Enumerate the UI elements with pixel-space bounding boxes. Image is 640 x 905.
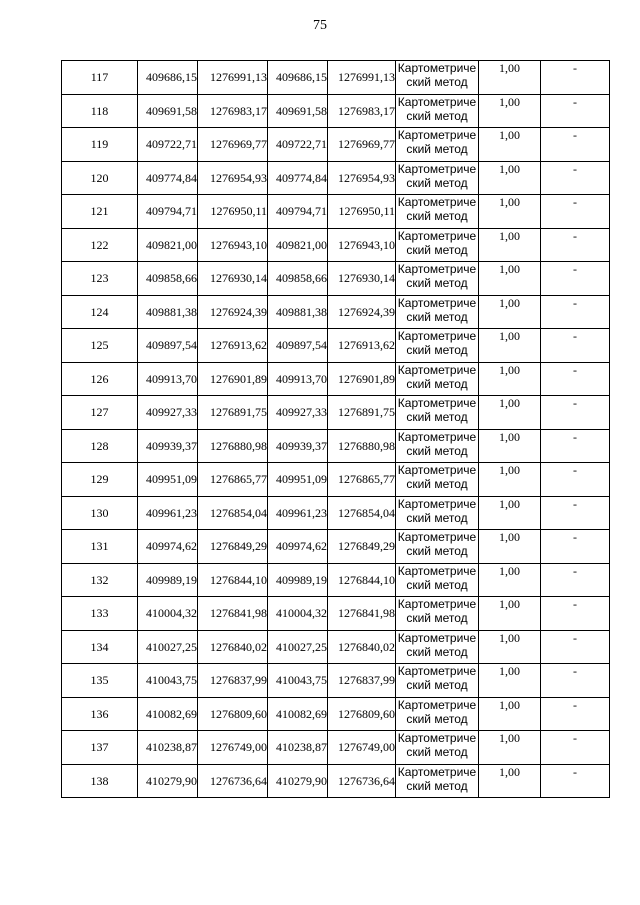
method-line-2: ский метод [406, 644, 468, 659]
method-line-1: Картометриче [397, 530, 477, 544]
x-new-cell: 410082,69 [268, 697, 328, 731]
note-cell: - [541, 429, 610, 463]
note-cell: - [541, 94, 610, 128]
method-line-2: ский метод [406, 242, 468, 257]
y-new-cell: 1276924,39 [328, 295, 396, 329]
point-number-cell: 129 [62, 463, 138, 497]
y-existing-cell: 1276924,39 [198, 295, 268, 329]
x-existing-cell: 409722,71 [138, 128, 198, 162]
x-existing-cell: 409691,58 [138, 94, 198, 128]
method-line-2: ский метод [406, 175, 468, 190]
accuracy-cell: 1,00 [479, 195, 541, 229]
method-line-1: Картометриче [397, 429, 477, 444]
accuracy-cell: 1,00 [479, 329, 541, 363]
x-existing-cell: 409961,23 [138, 496, 198, 530]
method-line-1: Картометриче [397, 161, 477, 176]
x-existing-cell: 409897,54 [138, 329, 198, 363]
y-existing-cell: 1276950,11 [198, 195, 268, 229]
accuracy-cell: 1,00 [479, 764, 541, 798]
method-line-2: ский метод [406, 711, 468, 726]
x-new-cell: 409989,19 [268, 563, 328, 597]
y-existing-cell: 1276736,64 [198, 764, 268, 798]
method-line-1: Картометриче [397, 128, 477, 142]
table-row [62, 94, 610, 128]
x-new-cell: 409722,71 [268, 128, 328, 162]
accuracy-cell: 1,00 [479, 731, 541, 765]
x-existing-cell: 410043,75 [138, 664, 198, 698]
accuracy-cell: 1,00 [479, 563, 541, 597]
note-cell: - [541, 463, 610, 497]
method-line-1: Картометриче [397, 563, 477, 578]
table-row [62, 128, 610, 162]
x-existing-cell: 409686,15 [138, 61, 198, 95]
y-existing-cell: 1276913,62 [198, 329, 268, 363]
accuracy-cell: 1,00 [479, 94, 541, 128]
method-cell [396, 329, 479, 363]
x-existing-cell: 409913,70 [138, 362, 198, 396]
method-cell [396, 396, 479, 430]
point-number-cell: 124 [62, 295, 138, 329]
y-existing-cell: 1276943,10 [198, 228, 268, 262]
y-existing-cell: 1276854,04 [198, 496, 268, 530]
method-line-2: ский метод [406, 510, 468, 525]
method-line-1: Картометриче [397, 362, 477, 377]
accuracy-cell: 1,00 [479, 463, 541, 497]
method-line-1: Картометриче [397, 597, 477, 611]
point-number-cell: 128 [62, 429, 138, 463]
method-line-1: Картометриче [397, 195, 477, 209]
method-line-2: ский метод [406, 778, 468, 793]
accuracy-cell: 1,00 [479, 128, 541, 162]
table-row [62, 61, 610, 95]
y-existing-cell: 1276969,77 [198, 128, 268, 162]
method-line-2: ский метод [406, 577, 468, 592]
note-cell: - [541, 128, 610, 162]
table-row [62, 563, 610, 597]
y-new-cell: 1276854,04 [328, 496, 396, 530]
x-new-cell: 409774,84 [268, 161, 328, 195]
x-new-cell: 409951,09 [268, 463, 328, 497]
y-new-cell: 1276891,75 [328, 396, 396, 430]
point-number-cell: 122 [62, 228, 138, 262]
x-new-cell: 409927,33 [268, 396, 328, 430]
table-row [62, 161, 610, 195]
method-cell [396, 295, 479, 329]
table-row [62, 530, 610, 564]
table-row [62, 195, 610, 229]
accuracy-cell: 1,00 [479, 664, 541, 698]
method-cell [396, 496, 479, 530]
x-existing-cell: 410279,90 [138, 764, 198, 798]
y-new-cell: 1276913,62 [328, 329, 396, 363]
method-line-2: ский метод [406, 108, 468, 123]
method-line-2: ский метод [406, 477, 468, 491]
y-new-cell: 1276837,99 [328, 664, 396, 698]
x-new-cell: 409686,15 [268, 61, 328, 95]
accuracy-cell: 1,00 [479, 429, 541, 463]
accuracy-cell: 1,00 [479, 697, 541, 731]
y-existing-cell: 1276841,98 [198, 597, 268, 631]
table-row [62, 295, 610, 329]
note-cell: - [541, 731, 610, 765]
note-cell: - [541, 764, 610, 798]
x-new-cell: 409897,54 [268, 329, 328, 363]
y-new-cell: 1276943,10 [328, 228, 396, 262]
x-new-cell: 410279,90 [268, 764, 328, 798]
x-new-cell: 409961,23 [268, 496, 328, 530]
accuracy-cell: 1,00 [479, 630, 541, 664]
accuracy-cell: 1,00 [479, 295, 541, 329]
coordinates-table [61, 60, 610, 798]
y-new-cell: 1276969,77 [328, 128, 396, 162]
y-existing-cell: 1276901,89 [198, 362, 268, 396]
method-cell [396, 228, 479, 262]
method-line-2: ский метод [406, 209, 468, 223]
point-number-cell: 131 [62, 530, 138, 564]
x-new-cell: 410043,75 [268, 664, 328, 698]
table-row [62, 697, 610, 731]
x-new-cell: 409691,58 [268, 94, 328, 128]
y-existing-cell: 1276865,77 [198, 463, 268, 497]
y-existing-cell: 1276880,98 [198, 429, 268, 463]
method-line-1: Картометриче [397, 295, 477, 310]
method-cell [396, 463, 479, 497]
method-cell [396, 630, 479, 664]
x-existing-cell: 410238,87 [138, 731, 198, 765]
x-new-cell: 410027,25 [268, 630, 328, 664]
method-cell [396, 697, 479, 731]
y-new-cell: 1276930,14 [328, 262, 396, 296]
y-new-cell: 1276991,13 [328, 61, 396, 95]
point-number-cell: 132 [62, 563, 138, 597]
x-new-cell: 409939,37 [268, 429, 328, 463]
method-line-2: ский метод [406, 309, 468, 324]
method-cell [396, 429, 479, 463]
table-row [62, 329, 610, 363]
accuracy-cell: 1,00 [479, 161, 541, 195]
y-existing-cell: 1276891,75 [198, 396, 268, 430]
note-cell: - [541, 195, 610, 229]
y-new-cell: 1276749,00 [328, 731, 396, 765]
y-new-cell: 1276901,89 [328, 362, 396, 396]
y-new-cell: 1276983,17 [328, 94, 396, 128]
x-existing-cell: 409951,09 [138, 463, 198, 497]
x-new-cell: 409858,66 [268, 262, 328, 296]
y-existing-cell: 1276991,13 [198, 61, 268, 95]
point-number-cell: 137 [62, 731, 138, 765]
y-existing-cell: 1276749,00 [198, 731, 268, 765]
table-row [62, 731, 610, 765]
y-new-cell: 1276840,02 [328, 630, 396, 664]
x-existing-cell: 410004,32 [138, 597, 198, 631]
method-cell [396, 731, 479, 765]
table-row [62, 396, 610, 430]
method-line-2: ский метод [406, 544, 468, 558]
method-line-1: Картометриче [397, 731, 477, 745]
method-line-1: Картометриче [397, 228, 477, 243]
point-number-cell: 118 [62, 94, 138, 128]
y-new-cell: 1276809,60 [328, 697, 396, 731]
point-number-cell: 121 [62, 195, 138, 229]
x-existing-cell: 409927,33 [138, 396, 198, 430]
method-cell [396, 195, 479, 229]
method-cell [396, 597, 479, 631]
accuracy-cell: 1,00 [479, 61, 541, 95]
method-line-2: ский метод [406, 410, 468, 424]
method-line-1: Картометриче [397, 764, 477, 779]
accuracy-cell: 1,00 [479, 228, 541, 262]
method-cell [396, 262, 479, 296]
accuracy-cell: 1,00 [479, 396, 541, 430]
y-new-cell: 1276841,98 [328, 597, 396, 631]
x-new-cell: 409821,00 [268, 228, 328, 262]
method-line-1: Картометриче [397, 463, 477, 477]
table-row [62, 664, 610, 698]
point-number-cell: 127 [62, 396, 138, 430]
method-line-2: ский метод [406, 75, 468, 89]
method-cell [396, 61, 479, 95]
method-line-2: ский метод [406, 343, 468, 357]
method-line-1: Картометриче [397, 61, 477, 75]
table-row [62, 496, 610, 530]
x-existing-cell: 409821,00 [138, 228, 198, 262]
accuracy-cell: 1,00 [479, 496, 541, 530]
point-number-cell: 119 [62, 128, 138, 162]
y-existing-cell: 1276930,14 [198, 262, 268, 296]
method-line-1: Картометриче [397, 664, 477, 678]
point-number-cell: 133 [62, 597, 138, 631]
point-number-cell: 120 [62, 161, 138, 195]
point-number-cell: 135 [62, 664, 138, 698]
point-number-cell: 123 [62, 262, 138, 296]
y-new-cell: 1276736,64 [328, 764, 396, 798]
point-number-cell: 138 [62, 764, 138, 798]
y-existing-cell: 1276809,60 [198, 697, 268, 731]
method-cell [396, 128, 479, 162]
table-row [62, 429, 610, 463]
y-new-cell: 1276865,77 [328, 463, 396, 497]
x-new-cell: 410004,32 [268, 597, 328, 631]
note-cell: - [541, 597, 610, 631]
note-cell: - [541, 262, 610, 296]
method-cell [396, 161, 479, 195]
point-number-cell: 134 [62, 630, 138, 664]
x-existing-cell: 410082,69 [138, 697, 198, 731]
note-cell: - [541, 329, 610, 363]
table-row [62, 597, 610, 631]
y-new-cell: 1276880,98 [328, 429, 396, 463]
method-line-1: Картометриче [397, 262, 477, 276]
accuracy-cell: 1,00 [479, 262, 541, 296]
x-new-cell: 409974,62 [268, 530, 328, 564]
x-existing-cell: 409858,66 [138, 262, 198, 296]
table-body [62, 61, 610, 798]
note-cell: - [541, 496, 610, 530]
method-cell [396, 94, 479, 128]
note-cell: - [541, 697, 610, 731]
note-cell: - [541, 228, 610, 262]
y-new-cell: 1276849,29 [328, 530, 396, 564]
x-existing-cell: 409881,38 [138, 295, 198, 329]
method-line-1: Картометриче [397, 630, 477, 645]
y-existing-cell: 1276840,02 [198, 630, 268, 664]
note-cell: - [541, 530, 610, 564]
method-line-2: ский метод [406, 142, 468, 156]
x-existing-cell: 410027,25 [138, 630, 198, 664]
note-cell: - [541, 396, 610, 430]
accuracy-cell: 1,00 [479, 362, 541, 396]
x-existing-cell: 409939,37 [138, 429, 198, 463]
point-number-cell: 125 [62, 329, 138, 363]
table-row [62, 463, 610, 497]
note-cell: - [541, 664, 610, 698]
x-existing-cell: 409794,71 [138, 195, 198, 229]
note-cell: - [541, 630, 610, 664]
page-number: 75 [313, 18, 327, 33]
method-line-2: ский метод [406, 443, 468, 458]
y-existing-cell: 1276837,99 [198, 664, 268, 698]
note-cell: - [541, 295, 610, 329]
y-new-cell: 1276950,11 [328, 195, 396, 229]
method-cell [396, 563, 479, 597]
note-cell: - [541, 61, 610, 95]
y-existing-cell: 1276954,93 [198, 161, 268, 195]
method-line-2: ский метод [406, 276, 468, 290]
note-cell: - [541, 563, 610, 597]
method-line-1: Картометриче [397, 94, 477, 109]
note-cell: - [541, 161, 610, 195]
method-line-1: Картометриче [397, 329, 477, 343]
method-cell [396, 530, 479, 564]
method-line-2: ский метод [406, 611, 468, 625]
point-number-cell: 136 [62, 697, 138, 731]
point-number-cell: 117 [62, 61, 138, 95]
table-row [62, 764, 610, 798]
x-existing-cell: 409974,62 [138, 530, 198, 564]
method-line-1: Картометриче [397, 496, 477, 511]
y-existing-cell: 1276983,17 [198, 94, 268, 128]
method-line-1: Картометриче [397, 396, 477, 410]
point-number-cell: 126 [62, 362, 138, 396]
note-cell: - [541, 362, 610, 396]
point-number-cell: 130 [62, 496, 138, 530]
x-new-cell: 410238,87 [268, 731, 328, 765]
table-row [62, 262, 610, 296]
y-existing-cell: 1276849,29 [198, 530, 268, 564]
method-line-2: ский метод [406, 678, 468, 692]
method-line-2: ский метод [406, 376, 468, 391]
x-existing-cell: 409989,19 [138, 563, 198, 597]
accuracy-cell: 1,00 [479, 530, 541, 564]
method-cell [396, 362, 479, 396]
method-line-2: ский метод [406, 745, 468, 759]
table-row [62, 630, 610, 664]
x-new-cell: 409794,71 [268, 195, 328, 229]
table-row [62, 362, 610, 396]
table-row [62, 228, 610, 262]
method-cell [396, 764, 479, 798]
accuracy-cell: 1,00 [479, 597, 541, 631]
y-new-cell: 1276954,93 [328, 161, 396, 195]
x-existing-cell: 409774,84 [138, 161, 198, 195]
x-new-cell: 409913,70 [268, 362, 328, 396]
method-cell [396, 664, 479, 698]
method-line-1: Картометриче [397, 697, 477, 712]
y-existing-cell: 1276844,10 [198, 563, 268, 597]
y-new-cell: 1276844,10 [328, 563, 396, 597]
x-new-cell: 409881,38 [268, 295, 328, 329]
